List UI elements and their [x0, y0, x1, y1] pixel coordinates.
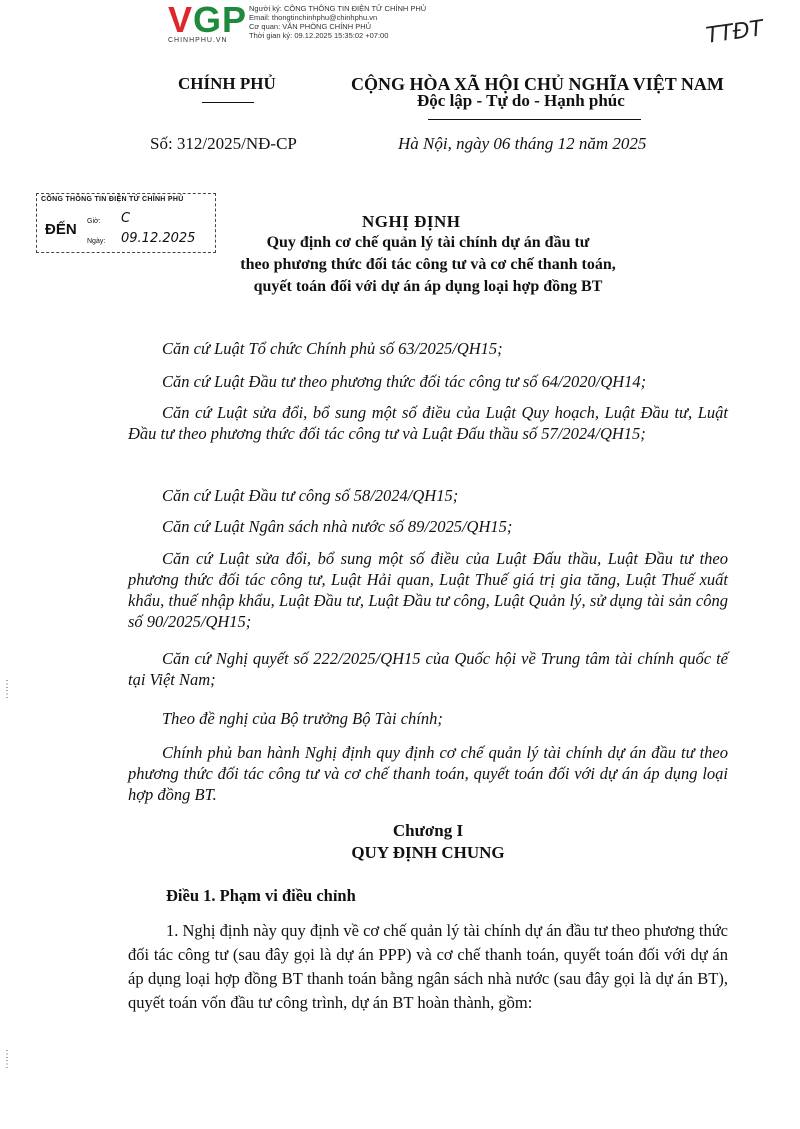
stamp-header: CỔNG THÔNG TIN ĐIỆN TỬ CHÍNH PHỦ [41, 196, 184, 203]
vgp-logo [168, 2, 247, 38]
signature-line: Email: thongtinchinhphu@chinhphu.vn [249, 13, 378, 22]
subtitle-line: Quy định cơ chế quản lý tài chính dự án đầu tư [266, 234, 590, 251]
legal-basis: Căn cứ Luật sửa đổi, bổ sung một số điều của Luật Quy hoạch, Luật Đầu tư, Luật Đầu tư theo phương thức đối tác công tư và Luật Đấu thầu số 57/2024/QH15; [128, 403, 728, 443]
article-clause: 1. Nghị định này quy định về cơ chế quản lý tài chính dự án đầu tư theo phương thức đối tác công tư (sau đây gọi là dự án PPP) và cơ chế thanh toán, quyết toán đối với dự án áp dụng loại hợp đồng BT thanh toán bằng ngân sách nhà nước (sau đây gọi là dự án BT), quyết toán vốn đầu tư công trình, dự án BT hoàn thành, gồm: [128, 921, 728, 1012]
received-stamp [36, 193, 216, 253]
handwritten-note: TTĐT [704, 16, 765, 49]
subtitle-line: theo phương thức đối tác công tư và cơ chế thanh toán, [240, 256, 616, 273]
stamp-date-label: Ngày: [87, 238, 106, 245]
motto-underline [428, 119, 641, 120]
digital-signature [249, 4, 426, 40]
stamp-time-label: Giờ: [87, 218, 101, 225]
legal-basis: Căn cứ Luật Ngân sách nhà nước số 89/2025/QH15; [162, 517, 513, 536]
legal-basis: Căn cứ Luật Đầu tư theo phương thức đối tác công tư số 64/2020/QH14; [162, 372, 647, 391]
signature-line: Cơ quan: VĂN PHÒNG CHÍNH PHỦ [249, 22, 372, 31]
logo-letter-p: P [222, 0, 248, 40]
country-name: CỘNG HÒA XÃ HỘI CHỦ NGHĨA VIỆT NAM [351, 74, 724, 94]
logo-letter-g: G [193, 0, 223, 40]
place-date: Hà Nội, ngày 06 tháng 12 năm 2025 [398, 134, 647, 153]
chapter-heading [200, 820, 656, 864]
logo-letter-v: V [168, 0, 194, 40]
document-subtitle [200, 232, 656, 298]
signature-line: Thời gian ký: 09.12.2025 15:35:02 +07:00 [249, 31, 389, 40]
enactment-clause: Chính phủ ban hành Nghị định quy định cơ chế quản lý tài chính dự án đầu tư theo phương thức đối tác công tư và cơ chế thanh toán, quyết toán đối với dự án áp dụng loại hợp đồng BT. [128, 743, 728, 804]
issuer-underline [202, 102, 254, 103]
scan-margin-mark: ⋮ ⋮ [2, 1049, 12, 1070]
stamp-date-value: 09.12.2025 [121, 231, 196, 246]
legal-basis: Căn cứ Luật Tổ chức Chính phủ số 63/2025/QH15; [162, 339, 503, 358]
legal-basis: Căn cứ Luật Đầu tư công số 58/2024/QH15; [162, 486, 459, 505]
stamp-den-label: ĐẾN [45, 221, 77, 238]
chapter-number: Chương I [392, 821, 464, 840]
document-title: NGHỊ ĐỊNH [362, 212, 461, 231]
issuer-name: CHÍNH PHỦ [178, 74, 276, 93]
logo-url: CHINHPHU.VN [168, 37, 228, 44]
document-number: Số: 312/2025/NĐ-CP [150, 134, 297, 153]
signature-line: Người ký: CÔNG THÔNG TIN ĐIỆN TỬ CHÍNH PHỦ [249, 4, 427, 13]
legal-basis: Căn cứ Nghị quyết số 222/2025/QH15 của Quốc hội về Trung tâm tài chính quốc tế tại Việt Nam; [128, 649, 728, 689]
stamp-time-value: C [121, 211, 131, 226]
chapter-name: QUY ĐỊNH CHUNG [351, 843, 505, 862]
article-heading: Điều 1. Phạm vi điều chỉnh [166, 886, 356, 905]
legal-basis: Căn cứ Luật sửa đổi, bổ sung một số điều của Luật Đấu thầu, Luật Đầu tư theo phương thức đối tác công tư, Luật Hải quan, Luật Thuế giá trị gia tăng, Luật Thuế xuất khẩu, thuế nhập khẩu, Luật Đầu tư, Luật Đầu tư công, Luật Quản lý, sử dụng tài sản công số 90/2025/QH15; [128, 549, 728, 631]
national-motto: Độc lập - Tự do - Hạnh phúc [417, 91, 625, 110]
scan-margin-mark: ⋮ ⋮ [2, 679, 12, 700]
proposal-line: Theo đề nghị của Bộ trưởng Bộ Tài chính; [162, 709, 443, 728]
subtitle-line: quyết toán đối với dự án áp dụng loại hợp đồng BT [253, 278, 603, 295]
